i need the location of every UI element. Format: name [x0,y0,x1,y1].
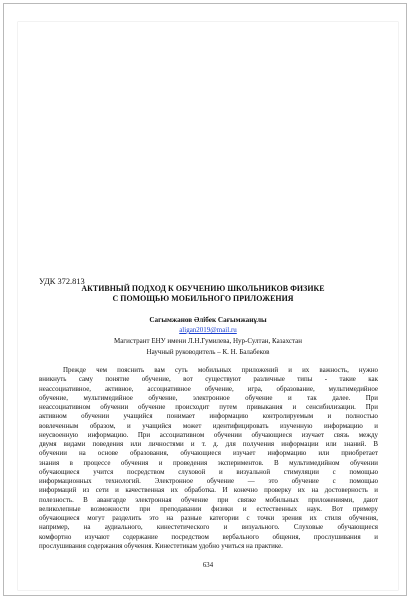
article-title [78,284,328,304]
body-line: двумя видами поведения или личностями и т. д. для получения информации или знаний. В [39,440,378,448]
body-line: полезность. В авангарде электронная обучение при связке мобильных приложениями, дают [39,495,378,504]
body-line: великолепные возможности при преподавании физики и естественных наук. Вот примеру [39,504,378,513]
body-line: вникнуть саму понятие обучение, вот существуют различные типы - такие как [39,375,378,384]
body-line: активном обучении учащийся понимает информацию контролируемым и полностью [39,412,378,421]
supervisor: Научный руководитель – К. Н. Балабеков [146,348,270,356]
body-line: комфортно изучают содержание посредством вербального общения, прослушивания и [39,532,378,541]
body-line: неассоциативном обучении обучение происходит путем привыкания и сенсибилизации. При [39,403,378,411]
body-line: знания в процессе обучения и проведения экспериментов. В мультимедийном обучении [39,458,378,467]
body-line: неусвоенную информацию. При ассоциативном обучении обучающиеся изучает связь между [39,430,378,439]
page-number: 634 [202,562,214,569]
article-body [39,366,378,551]
author-name: Сагымжанов Әлібек Сағымжанұлы [149,316,267,324]
document-page [18,22,398,590]
title-line: АКТИВНЫЙ ПОДХОД К ОБУЧЕНИЮ ШКОЛЬНИКОВ ФИЗИКЕ [81,284,325,293]
body-line: обучение, мультимедийное обучение, электронное обучение и так далее. При [39,393,378,402]
body-line: обучении на основе образования, обучающиеся изучает информацию или приобретает [39,449,378,458]
body-line: прослушивания содержания обучения. Кинестетикам удобно учиться на практике. [39,541,283,550]
author-affiliation: Магистрант ЕНУ имени Л.Н.Гумилева, Нур-Султан, Казахстан [113,337,303,345]
title-line: С ПОМОЩЬЮ МОБИЛЬНОГО ПРИЛОЖЕНИЯ [112,294,294,303]
body-line: вовлеченным образом, и учащийся может идентифицировать изученную информацию и [39,421,378,430]
body-line: например, на аудиального, кинестетического и визуального. Слуховые обучающиеся [39,523,378,532]
udc-code: УДК 372.813 [39,277,85,286]
body-line: неассоциативное, активное, ассоциативное обучение, игра, образование, мультимедийное [39,384,378,393]
body-line: информаций из сети и качественная их обработка. И конечно проверку их на достоверность и [39,486,378,495]
page-frame [3,3,407,596]
body-line: информационных технологий. Электронное обучение — это обучение с помощью [39,477,378,485]
author-email-link[interactable]: aligan2019@mail.ru [179,326,237,334]
body-line: обучающиеся учится посредством слуховой и визуальной стимуляции с помощью [39,467,378,476]
body-line: обучающиеся могут разделить это на разные категории с точки зрения их стиля обучения, [39,514,378,522]
body-line: Прежде чем пояснить вам суть мобильных приложений и их важность, нужно [63,366,378,374]
